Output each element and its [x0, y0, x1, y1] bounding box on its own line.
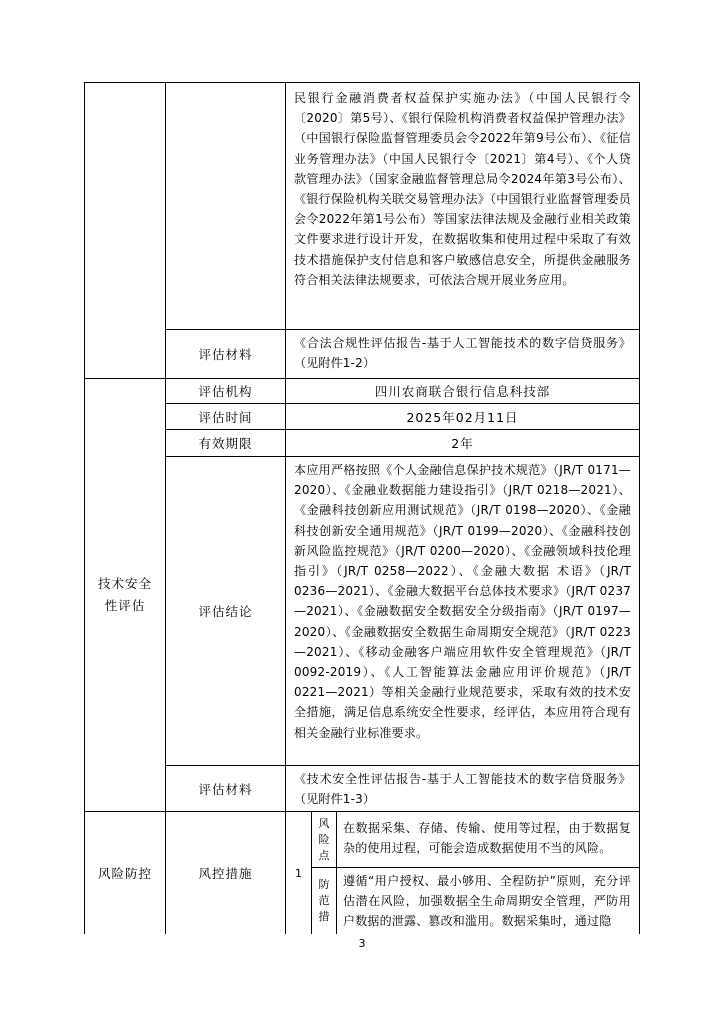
risk-point-text: 在数据采集、存储、传输、使用等过程，由于数据复杂的使用过程，可能会造成数据使用不当的风险。 — [343, 821, 631, 856]
risk-point-label — [312, 812, 336, 867]
tech-org-label: 评估机构 — [198, 384, 253, 399]
tech-material-label: 评估材料 — [198, 781, 253, 797]
page-number: 3 — [358, 937, 366, 950]
risk-row-line — [311, 867, 640, 868]
risk-section-label: 风险防控 — [97, 866, 152, 881]
table-top-border — [84, 82, 640, 83]
risk-measure-label: 风控措施 — [198, 866, 253, 881]
tech-conclusion-text: 本应用严格按照《个人金融信息保护技术规范》（JR/T 0171—2020）、《金融业数据能力建设指引》（JR/T 0218—2021）、《金融科技创新应用测试规范》（JR/T 0198—2020）、《金融科技创新安全通用规范》（JR/T 0199—2020）、《金融科技创新风险监控规范》（JR/T 0200—2020）、《金融领域科技伦理指引》（JR/T 0258—2022）、《金融大数据 术语》（JR/T 0236—2021）、《金融大数据平台总体技术要求》（JR/T 0237—2021）、《金融数据安全数据安全分级指南》（JR/T 0197—2020）、《金融数据安全数据生命周期安全规范》（JR/T 0223—2021）、《移动金融客户端应用软件安全管理规范》（JR/T 0092-2019）、《人工智能算法金融应用评价规范》（JR/T 0221—2021）等相关金融行业规范要求，采取有效的技术安全措施，满足信息系统安全性要求，经评估，本应用符合现有相关金融行业标准要求。 — [294, 463, 631, 740]
tech-conclusion-label: 评估结论 — [198, 604, 253, 619]
tech-valid-label: 有效期限 — [198, 436, 253, 451]
table-right-border — [639, 82, 640, 934]
risk-prevent-label — [312, 868, 336, 934]
tech-time-label: 评估时间 — [198, 409, 253, 425]
legal-material-label: 评估材料 — [198, 347, 253, 362]
risk-index: 1 — [295, 866, 302, 880]
risk-prevent-label-text: 防范措 — [318, 878, 330, 923]
tech-section-label — [85, 379, 165, 811]
legal-material-text: 《合法合规性评估报告-基于人工智能技术的数字信贷服务》（见附件1-2） — [294, 336, 631, 371]
tech-section-label-text: 技术安全性评估 — [97, 576, 152, 613]
tech-org-value: 四川农商联合银行信息科技部 — [374, 384, 551, 399]
tech-valid-value: 2年 — [451, 436, 474, 451]
tech-material-text: 《技术安全性评估报告-基于人工智能技术的数字信贷服务》（见附件1-3） — [294, 772, 631, 807]
risk-point-label-text: 风险点 — [318, 816, 330, 862]
tech-time-value: 2025年02月11日 — [406, 409, 519, 425]
legal-compliance-text: 民银行金融消费者权益保护实施办法》（中国人民银行令〔2020〕第5号）、《银行保险机构消费者权益保护管理办法》（中国银行保险监督管理委员会令2022年第9号公布）、《征信业务管理办法》（中国人民银行令〔2021〕第4号）、《个人贷款管理办法》（国家金融监督管理总局令2024年第3号公布）、《银行保险机构关联交易管理办法》（中国银行业监督管理委员会令2022年第1号公布）等国家法律法规及金融行业相关政策文件要求进行设计开发，在数据收集和使用过程中采取了有效技术措施保护支付信息和客户敏感信息安全，所提供金融服务符合相关法律法规要求，可依法合规开展业务应用。 — [294, 91, 631, 287]
risk-prevent-text: 遵循“用户授权、最小够用、全程防护”原则，充分评估潜在风险，加强数据全生命周期安全管理，严防用户数据的泄露、篡改和滥用。数据采集时，通过隐 — [343, 874, 631, 929]
